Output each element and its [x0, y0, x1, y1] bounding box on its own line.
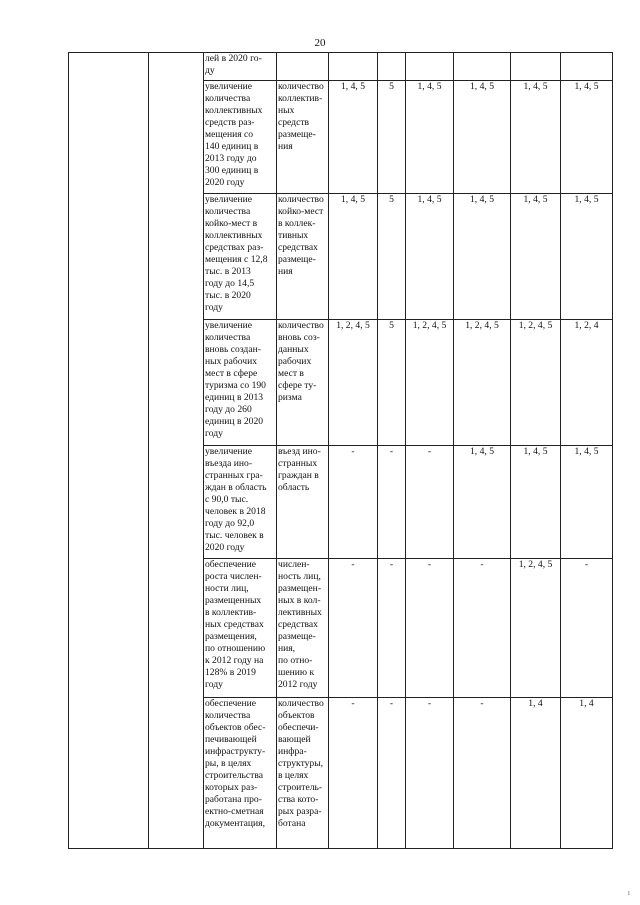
value-cell: 1, 4, 5	[454, 194, 511, 320]
value-cell	[454, 53, 511, 81]
value-cell: 1, 2, 4	[561, 320, 613, 446]
indicator-cell: количество вновь соз- данных рабочих мест в сфере ту- ризма	[277, 320, 329, 446]
indicator-cell: числен- ность лиц, размещен- ных в кол- лективных средствах размеще- ния, по отно- шению к 2012 году	[277, 559, 329, 698]
indicator-cell	[277, 53, 329, 81]
value-cell: 5	[378, 81, 406, 194]
value-cell: -	[454, 698, 511, 849]
indicator-cell: количество коллектив- ных средств размеще- ния	[277, 81, 329, 194]
value-cell: -	[561, 559, 613, 698]
value-cell: 1, 4, 5	[511, 81, 561, 194]
table-row	[69, 53, 613, 81]
value-cell: 1, 2, 4, 5	[511, 559, 561, 698]
indicator-cell: количество объектов обеспечи- вающей инфра- структуры, в целях строитель- ства кото- рых разра- ботана	[277, 698, 329, 849]
value-cell: -	[329, 698, 378, 849]
value-cell: -	[329, 559, 378, 698]
value-cell: 1, 4, 5	[511, 446, 561, 559]
program-indicators-table	[68, 52, 613, 849]
value-cell: 1, 4	[561, 698, 613, 849]
indicator-cell: въезд ино- странных граждан в область	[277, 446, 329, 559]
goal-cell: обеспечение роста числен- ности лиц, размещенных в коллектив- ных средствах размещения, по отношению к 2012 году на 128% в 2019 году	[204, 559, 277, 698]
goal-cell: увеличение количества вновь создан- ных рабочих мест в сфере туризма со 190 единиц в 2013 году до 260 единиц в 2020 году	[204, 320, 277, 446]
value-cell: 1, 4, 5	[329, 194, 378, 320]
empty-task-cell	[149, 53, 204, 849]
value-cell: -	[406, 698, 454, 849]
value-cell: -	[406, 559, 454, 698]
goal-cell: лей в 2020 го- ду	[204, 53, 277, 81]
value-cell: 1, 4, 5	[561, 194, 613, 320]
indicator-cell: количество койко-мест в коллек- тивных средствах размеще- ния	[277, 194, 329, 320]
value-cell: 1, 4, 5	[406, 194, 454, 320]
goal-cell: увеличение въезда ино- странных гра- ждан в область с 90,0 тыс. человек в 2018 году до 92,0 тыс. человек в 2020 году	[204, 446, 277, 559]
value-cell: 1, 4, 5	[454, 81, 511, 194]
value-cell: -	[454, 559, 511, 698]
value-cell: -	[329, 446, 378, 559]
value-cell	[561, 53, 613, 81]
value-cell: -	[378, 698, 406, 849]
value-cell	[406, 53, 454, 81]
goal-cell: обеспечение количества объектов обес- печивающей инфраструкту- ры, в целях строительства которых раз- работана про- ектно-сметная документация,	[204, 698, 277, 849]
value-cell	[378, 53, 406, 81]
value-cell: 1, 4, 5	[561, 81, 613, 194]
goal-cell: увеличение количества койко-мест в коллективных средствах раз- мещения с 12,8 тыс. в 2013 году до 14,5 тыс. в 2020 году	[204, 194, 277, 320]
value-cell: 5	[378, 320, 406, 446]
empty-number-cell	[69, 53, 149, 849]
value-cell	[511, 53, 561, 81]
value-cell: -	[378, 446, 406, 559]
value-cell: -	[406, 446, 454, 559]
value-cell: 1, 4, 5	[329, 81, 378, 194]
value-cell	[329, 53, 378, 81]
page-number: 20	[314, 37, 326, 49]
value-cell: 1, 2, 4, 5	[511, 320, 561, 446]
value-cell: 1, 2, 4, 5	[329, 320, 378, 446]
value-cell: 1, 2, 4, 5	[406, 320, 454, 446]
value-cell: 5	[378, 194, 406, 320]
value-cell: 1, 2, 4, 5	[454, 320, 511, 446]
edge-mark: ı	[627, 888, 630, 897]
value-cell: 1, 4, 5	[454, 446, 511, 559]
goal-cell: увеличение количества коллективных средств раз- мещения со 140 единиц в 2013 году до 300 единиц в 2020 году	[204, 81, 277, 194]
value-cell: 1, 4, 5	[561, 446, 613, 559]
value-cell: 1, 4, 5	[406, 81, 454, 194]
value-cell: -	[378, 559, 406, 698]
value-cell: 1, 4, 5	[511, 194, 561, 320]
value-cell: 1, 4	[511, 698, 561, 849]
